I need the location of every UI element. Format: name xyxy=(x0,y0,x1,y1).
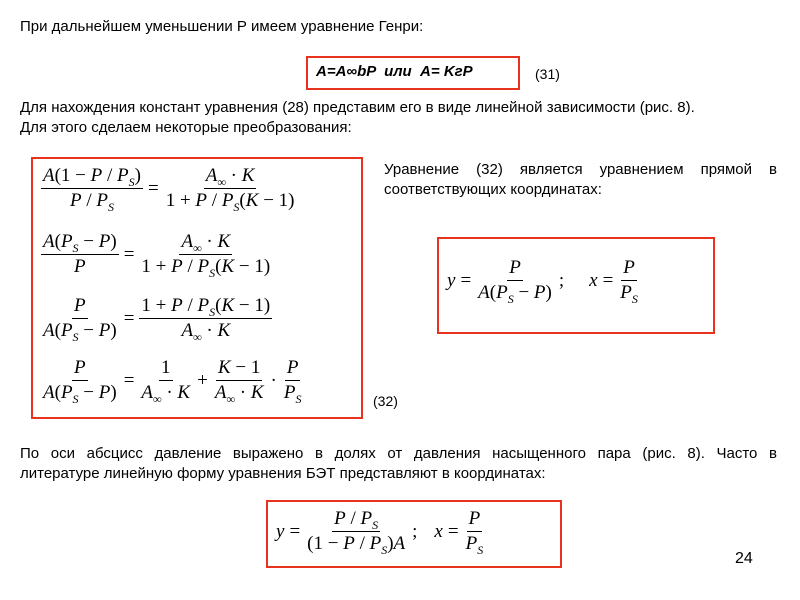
right-text-line-2: соответствующих координатах: xyxy=(384,181,602,198)
right-text-line-1: Уравнение (32) является уравнением прямой в xyxy=(384,161,777,178)
transformation-3: $\frac{P}{A(P_S - P)}$ = $\frac{1 + P / P_S(K - 1)}{A_\infty \cdot K}$ xyxy=(43,295,271,344)
bet-coordinates-formula: y = $\frac{P / P_S}{(1 - P / P_S)A}$ ; x = $\frac{P}{P_S}$ xyxy=(276,508,484,557)
henry-equation: A=A∞bP или A= KгP xyxy=(316,63,473,80)
transformation-1: $\frac{A(1 - P / P_S)}{P / P_S}$ = $\frac{A_\infty \cdot K}{1 + P / P_S(K - 1)}$ xyxy=(43,165,295,214)
paragraph-1-line-2: Для этого сделаем некоторые преобразования: xyxy=(20,119,352,136)
transformation-2: $\frac{A(P_S - P)}{P}$ = $\frac{A_\infty \cdot K}{1 + P / P_S(K - 1)}$ xyxy=(43,231,271,280)
coordinates-box xyxy=(437,237,715,334)
transformation-4: $\frac{P}{A(P_S - P)}$ = $\frac{1}{A_\infty \cdot K}$ + $\frac{K - 1}{A_\infty \cdot K}$ · $\frac{P}{P_S}$ xyxy=(43,357,302,406)
page-number: 24 xyxy=(735,550,753,567)
bet-coordinates-box xyxy=(266,500,562,568)
paragraph-2-line-1: По оси абсцисс давление выражено в долях от давления насыщенного пара (рис. 8). Часто в xyxy=(20,445,777,462)
henry-equation-box xyxy=(306,56,520,90)
paragraph-2-line-2: литературе линейную форму уравнения БЭТ представляют в координатах: xyxy=(20,465,546,482)
transformations-box xyxy=(31,157,363,419)
intro-line: При дальнейшем уменьшении Р имеем уравнение Генри: xyxy=(20,18,424,35)
paragraph-1-line-1: Для нахождения констант уравнения (28) представим его в виде линейной зависимости (рис. 8). xyxy=(20,99,695,116)
coordinates-formula: y = $\frac{P}{A(P_S - P)}$ ; x = $\frac{P}{P_S}$ xyxy=(447,257,638,306)
equation-number-32: (32) xyxy=(373,393,398,409)
equation-number-31: (31) xyxy=(535,66,560,82)
